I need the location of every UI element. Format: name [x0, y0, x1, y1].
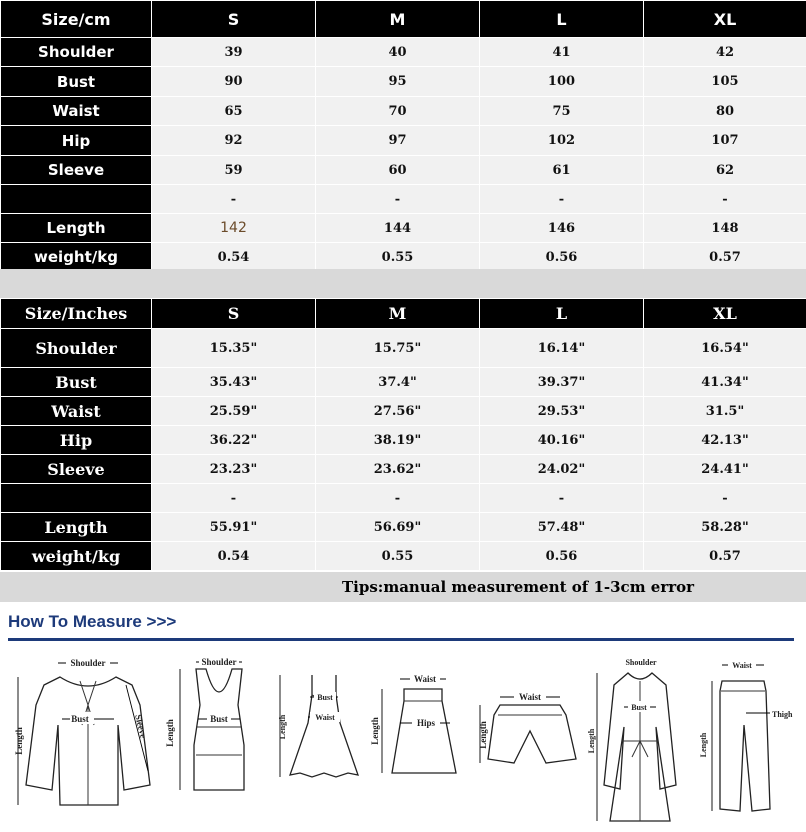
cell: 144 — [316, 214, 480, 243]
waist-label: Waist — [413, 674, 437, 684]
waist-label: Waist — [518, 692, 542, 702]
size-chart-cm-header — [1, 1, 806, 38]
size-chart-inches-header — [1, 299, 806, 329]
cell: 42 — [644, 38, 806, 67]
table-row — [1, 214, 806, 243]
size-s: S — [152, 1, 316, 38]
tank-top-icon — [165, 655, 244, 790]
table-row — [1, 329, 806, 368]
cell: 27.56" — [316, 397, 480, 426]
table-row — [1, 126, 806, 156]
bust-label: Bust — [317, 693, 333, 702]
cell: 0.56 — [480, 542, 644, 571]
cell: 95 — [316, 67, 480, 97]
table-row — [1, 185, 806, 214]
cell: - — [316, 185, 480, 214]
cell: 97 — [316, 126, 480, 156]
table-row — [1, 513, 806, 542]
cell: 70 — [316, 97, 480, 126]
thigh-label: Thigh — [772, 710, 793, 719]
row-label — [1, 484, 152, 513]
cell: 29.53" — [480, 397, 644, 426]
row-label: Hip — [1, 126, 152, 156]
row-label: Hip — [1, 426, 152, 455]
size-m: M — [316, 1, 480, 38]
cell: - — [152, 185, 316, 214]
cell: 23.62" — [316, 455, 480, 484]
bust-label: Bust — [71, 714, 89, 724]
cell: 16.54" — [644, 329, 806, 368]
length-label: Length — [478, 721, 488, 749]
cell: 65 — [152, 97, 316, 126]
cell: 0.55 — [316, 542, 480, 571]
cell: 39.37" — [480, 368, 644, 397]
cell: 0.57 — [644, 542, 806, 571]
cell: 146 — [480, 214, 644, 243]
cell: 31.5" — [644, 397, 806, 426]
cell: - — [480, 484, 644, 513]
cell: 38.19" — [316, 426, 480, 455]
cell: 0.56 — [480, 243, 644, 272]
cell: 41.34" — [644, 368, 806, 397]
cell: - — [152, 484, 316, 513]
table-row — [1, 368, 806, 397]
cell: 40 — [316, 38, 480, 67]
cell: - — [644, 484, 806, 513]
row-label: weight/kg — [1, 542, 152, 571]
size-s: S — [152, 299, 316, 329]
header-label: Size/cm — [1, 1, 152, 38]
shorts-icon — [478, 690, 576, 763]
cell: 148 — [644, 214, 806, 243]
waist-label: Waist — [315, 713, 335, 722]
tips-text: Tips:manual measurement of 1-3cm error — [342, 578, 695, 596]
row-label: Length — [1, 214, 152, 243]
row-label: Sleeve — [1, 156, 152, 185]
cell: 24.41" — [644, 455, 806, 484]
cell: 36.22" — [152, 426, 316, 455]
cell: 41 — [480, 38, 644, 67]
size-xl: XL — [644, 1, 806, 38]
cell: 62 — [644, 156, 806, 185]
cell: 0.54 — [152, 243, 316, 272]
cell: 39 — [152, 38, 316, 67]
table-row — [1, 455, 806, 484]
cell: 55.91" — [152, 513, 316, 542]
tips-bar — [0, 572, 806, 602]
cell: 61 — [480, 156, 644, 185]
shoulder-label: Shoulder — [70, 658, 106, 668]
sleeve-label: Sleeve — [133, 713, 149, 740]
cell: 75 — [480, 97, 644, 126]
row-label: Shoulder — [1, 38, 152, 67]
cell: 80 — [644, 97, 806, 126]
how-to-measure-title: How To Measure >>> — [8, 612, 177, 631]
length-label: Length — [587, 728, 596, 754]
size-xl: XL — [644, 299, 806, 329]
row-label: Bust — [1, 368, 152, 397]
cell: 90 — [152, 67, 316, 97]
shoulder-label: Shoulder — [625, 658, 657, 667]
row-label: Shoulder — [1, 329, 152, 368]
table-row — [1, 542, 806, 571]
length-label: Length — [14, 727, 24, 755]
table-row — [1, 156, 806, 185]
cell: 59 — [152, 156, 316, 185]
bust-label: Bust — [631, 703, 647, 712]
table-row — [1, 426, 806, 455]
size-m: M — [316, 299, 480, 329]
shoulder-label: Shoulder — [201, 657, 237, 667]
cell: 24.02" — [480, 455, 644, 484]
title-underline — [8, 638, 794, 641]
cell: 60 — [316, 156, 480, 185]
cell: - — [316, 484, 480, 513]
hips-label: Hips — [416, 718, 436, 728]
table-row — [1, 484, 806, 513]
table-row — [1, 38, 806, 67]
length-label: Length — [699, 732, 708, 758]
cell: 42.13" — [644, 426, 806, 455]
cell: 23.23" — [152, 455, 316, 484]
cell: 15.35" — [152, 329, 316, 368]
table-row — [1, 397, 806, 426]
row-label: Bust — [1, 67, 152, 97]
cell: 100 — [480, 67, 644, 97]
cell: 142 — [152, 214, 316, 243]
table-row — [1, 67, 806, 97]
cell: 56.69" — [316, 513, 480, 542]
header-label: Size/Inches — [1, 299, 152, 329]
slip-dress-icon — [278, 675, 358, 777]
waist-label: Waist — [732, 661, 752, 670]
divider-bar — [0, 269, 806, 298]
row-label: Waist — [1, 97, 152, 126]
cell: 57.48" — [480, 513, 644, 542]
length-label: Length — [165, 719, 175, 747]
measurement-diagrams — [0, 645, 806, 832]
cell: 58.28" — [644, 513, 806, 542]
cell: 0.57 — [644, 243, 806, 272]
trousers-icon — [699, 658, 793, 811]
cell: 0.55 — [316, 243, 480, 272]
trench-coat-icon — [587, 655, 676, 821]
size-chart-inches — [0, 298, 806, 571]
table-row — [1, 97, 806, 126]
cell: - — [480, 185, 644, 214]
row-label: Length — [1, 513, 152, 542]
cell: 0.54 — [152, 542, 316, 571]
skirt-icon — [370, 672, 456, 773]
length-label: Length — [370, 717, 380, 745]
cell: 16.14" — [480, 329, 644, 368]
bust-label: Bust — [210, 714, 228, 724]
cell: 37.4" — [316, 368, 480, 397]
row-label: Waist — [1, 397, 152, 426]
cell: 15.75" — [316, 329, 480, 368]
cell: 105 — [644, 67, 806, 97]
row-label: Sleeve — [1, 455, 152, 484]
cell: 92 — [152, 126, 316, 156]
blouse-icon — [14, 656, 150, 805]
cell: 25.59" — [152, 397, 316, 426]
size-l: L — [480, 299, 644, 329]
cell: 102 — [480, 126, 644, 156]
cell: 107 — [644, 126, 806, 156]
size-l: L — [480, 1, 644, 38]
row-label: weight/kg — [1, 243, 152, 272]
table-row — [1, 243, 806, 272]
cell: - — [644, 185, 806, 214]
length-label: Length — [278, 714, 287, 740]
size-chart-cm — [0, 0, 806, 272]
cell: 40.16" — [480, 426, 644, 455]
cell: 35.43" — [152, 368, 316, 397]
row-label — [1, 185, 152, 214]
